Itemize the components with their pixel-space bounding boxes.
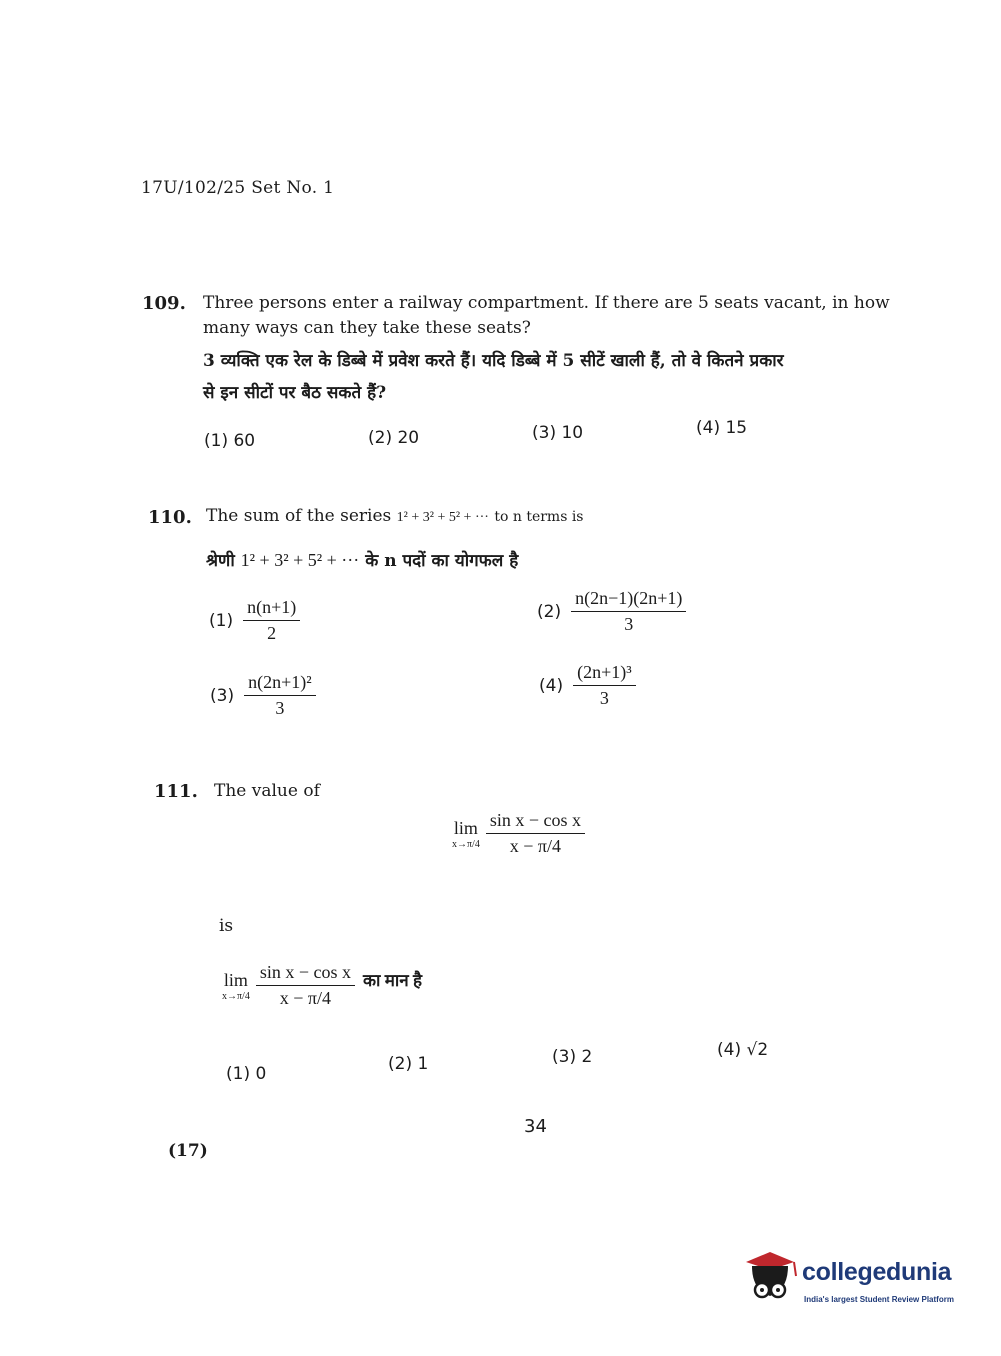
q110-option-2-fraction <box>571 588 686 635</box>
q111-lim-en <box>452 818 480 850</box>
q110-option-4-fraction <box>573 662 636 709</box>
q110-option-4-denominator: 3 <box>599 688 609 708</box>
q110-option-2-numerator: n(2n−1)(2n+1) <box>571 588 686 612</box>
q110-option-3-label: (3) <box>210 685 235 706</box>
q110-series-en: 1² + 3² + 5² + ··· <box>396 510 489 525</box>
q111-numerator-en: sin x − cos x <box>486 810 585 834</box>
q109-text-en-2: many ways can they take these seats? <box>203 318 531 338</box>
q110-option-3 <box>210 672 316 719</box>
q109-text-en-1: Three persons enter a railway compartment. If there are 5 seats vacant, in how <box>203 293 890 313</box>
q110-text-hi-post: के n पदों का योगफल है <box>365 551 519 571</box>
q110-option-3-fraction <box>244 672 316 719</box>
sheet-number: (17) <box>168 1141 208 1161</box>
q110-option-4 <box>539 662 636 709</box>
q111-option-2: (2) 1 <box>388 1054 429 1074</box>
q110-text-en-pre: The sum of the series <box>206 506 392 526</box>
collegedunia-logo <box>742 1246 972 1316</box>
q110-option-4-label: (4) <box>539 675 564 696</box>
q109-option-2: (2) 20 <box>368 428 420 448</box>
q110-option-1-denominator: 2 <box>267 623 277 643</box>
logo-tagline: India's largest Student Review Platform <box>804 1295 954 1304</box>
q109-option-3: (3) 10 <box>532 423 584 443</box>
q111-limit-expression-hi <box>222 962 422 1009</box>
q110-question-hi <box>206 545 518 576</box>
q110-option-3-denominator: 3 <box>275 698 285 718</box>
q111-number: 111. <box>154 781 198 802</box>
q110-question-en <box>206 502 584 532</box>
q110-series-hi: 1² + 3² + 5² + ··· <box>240 550 360 570</box>
q110-option-1-numerator: n(n+1) <box>243 597 300 621</box>
q111-numerator-hi: sin x − cos x <box>256 962 355 986</box>
q111-text-hi-post: का मान है <box>362 971 422 990</box>
q111-lim-sub-en: x→π/4 <box>452 838 480 850</box>
q111-lim-hi <box>222 970 250 1002</box>
q111-text-is: is <box>219 916 234 936</box>
q111-lim-word-hi: lim <box>223 969 248 990</box>
q109-number: 109. <box>142 293 186 314</box>
q109-option-1: (1) 60 <box>204 431 256 451</box>
q110-option-2-label: (2) <box>537 601 562 622</box>
q110-option-2-denominator: 3 <box>624 614 634 634</box>
q111-option-1: (1) 0 <box>226 1064 267 1084</box>
paper-code: 17U/102/25 Set No. 1 <box>141 178 335 198</box>
q110-text-en-post: to n terms is <box>494 509 584 525</box>
q110-option-1 <box>209 597 300 644</box>
page-number: 34 <box>524 1116 547 1137</box>
q111-fraction-en <box>486 810 585 857</box>
q111-denominator-hi: x − π/4 <box>279 988 332 1008</box>
q109-text-hi-1: 3 व्यक्ति एक रेल के डिब्बे में प्रवेश करते हैं। यदि डिब्बे में 5 सीटें खाली हैं, तो वे कितने प्रकार <box>203 351 784 371</box>
q110-option-2 <box>537 588 686 635</box>
q110-number: 110. <box>148 507 192 528</box>
q109-option-4: (4) 15 <box>696 418 748 438</box>
q110-option-1-fraction <box>243 597 300 644</box>
q111-option-4: (4) √2 <box>717 1040 769 1060</box>
q111-denominator-en: x − π/4 <box>509 836 562 856</box>
q110-option-4-numerator: (2n+1)³ <box>573 662 636 686</box>
q109-text-hi-2: से इन सीटों पर बैठ सकते हैं? <box>203 383 387 403</box>
q111-fraction-hi <box>256 962 355 1009</box>
mascot-icon <box>742 1248 804 1310</box>
q111-lim-word-en: lim <box>453 817 478 838</box>
q111-option-3: (3) 2 <box>552 1047 593 1067</box>
q110-option-1-label: (1) <box>209 610 234 631</box>
q111-limit-expression-en <box>452 810 585 857</box>
q111-lim-sub-hi: x→π/4 <box>222 990 250 1002</box>
q110-option-3-numerator: n(2n+1)² <box>244 672 316 696</box>
logo-wordmark: collegedunia <box>802 1258 952 1286</box>
q110-text-hi-pre: श्रेणी <box>206 551 235 571</box>
q111-text-en: The value of <box>214 781 320 801</box>
